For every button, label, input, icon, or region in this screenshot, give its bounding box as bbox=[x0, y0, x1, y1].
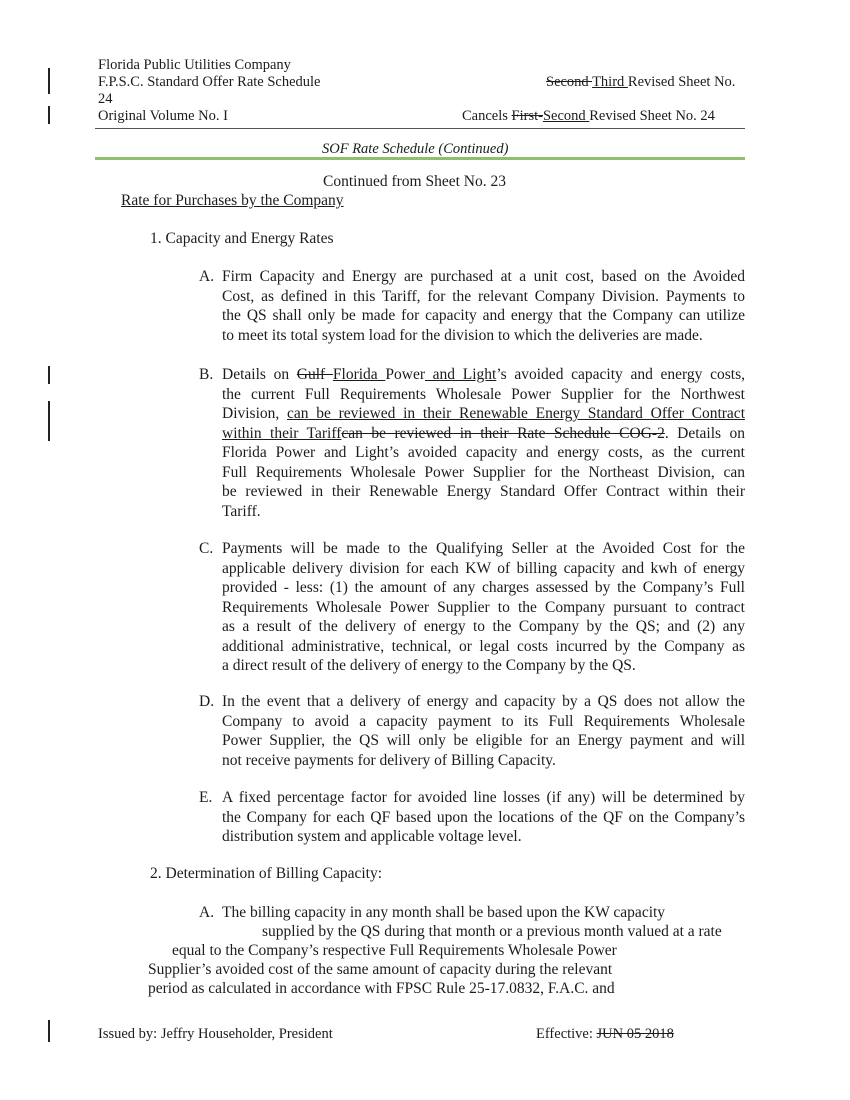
text-run: Power bbox=[385, 366, 425, 383]
inserted-text: within their Tariff bbox=[222, 424, 342, 442]
paragraph-line bbox=[222, 424, 745, 444]
header-rule bbox=[95, 128, 745, 129]
paragraph-line: not receive payments for delivery of Billing Capacity. bbox=[222, 751, 556, 769]
paragraph-line: In the event that a delivery of energy and capacity by a QS does not allow the bbox=[222, 693, 745, 710]
continued-from-label: Continued from Sheet No. 23 bbox=[323, 173, 506, 190]
paragraph-line: a direct result of the delivery of energy to the Company by the QS. bbox=[222, 657, 636, 674]
paragraph-line: additional administrative, technical, or legal costs incurred by the Company as bbox=[222, 637, 745, 655]
paragraph-line: as a result of the delivery of energy to the Company by the QS; and (2) any bbox=[222, 618, 745, 635]
item-label: A. bbox=[199, 268, 215, 285]
text-run: Division, bbox=[222, 405, 287, 422]
deleted-text: First- bbox=[511, 108, 543, 124]
deleted-text: Gulf bbox=[296, 366, 333, 383]
issued-by: Issued by: Jeffry Householder, President bbox=[98, 1026, 333, 1042]
change-bar bbox=[48, 401, 50, 441]
change-bar bbox=[48, 366, 50, 384]
inserted-text: Second bbox=[542, 108, 590, 124]
cancels-sheet-label bbox=[462, 107, 715, 125]
paragraph-b bbox=[222, 365, 745, 521]
paragraph-line: Requirements Wholesale Power Supplier to the Company pursuant to contract bbox=[222, 598, 745, 616]
paragraph-line: to meet its total system load for the division to which the deliveries are made. bbox=[222, 326, 703, 344]
paragraph-line: provided - less: (1) the amount of any charges assessed by the Company’s Full bbox=[222, 579, 745, 596]
billing-capacity-line: equal to the Company’s respective Full Requirements Wholesale Power bbox=[172, 942, 617, 959]
revised-sheet-label bbox=[546, 73, 735, 91]
item-1-heading: 1. Capacity and Energy Rates bbox=[150, 230, 334, 247]
billing-capacity-line: period as calculated in accordance with FPSC Rule 25-17.0832, F.A.C. and bbox=[148, 980, 615, 997]
volume-label: Original Volume No. I bbox=[98, 108, 228, 124]
deleted-text: can be reviewed in their Rate Schedule COG-2 bbox=[341, 424, 665, 442]
change-bar bbox=[48, 68, 50, 94]
change-bar bbox=[48, 106, 50, 124]
inserted-text: Florida bbox=[332, 366, 386, 383]
inserted-text: can be reviewed in their Renewable Energy Standard Offer Contract bbox=[287, 405, 745, 422]
cancels-text: Cancels bbox=[462, 108, 512, 124]
paragraph-e bbox=[222, 788, 745, 847]
billing-capacity-line: Supplier’s avoided cost of the same amount of capacity during the relevant bbox=[148, 961, 613, 978]
item-2-heading: 2. Determination of Billing Capacity: bbox=[150, 865, 383, 882]
paragraph-line: distribution system and applicable voltage level. bbox=[222, 828, 522, 845]
billing-capacity-line: supplied by the QS during that month or a previous month valued at a rate bbox=[262, 923, 722, 940]
item-label: E. bbox=[199, 789, 213, 806]
rate-schedule-name: F.P.S.C. Standard Offer Rate Schedule bbox=[98, 74, 321, 90]
paragraph-line: Power Supplier, the QS will only be eligible for an Energy payment and will bbox=[222, 732, 745, 749]
revised-sheet-text: Revised Sheet No. bbox=[627, 74, 736, 90]
item-label: D. bbox=[199, 693, 215, 710]
text-run: Details on bbox=[222, 366, 297, 383]
company-name: Florida Public Utilities Company bbox=[98, 57, 291, 73]
page-number: 24 bbox=[98, 91, 113, 107]
green-rule bbox=[95, 157, 745, 160]
paragraph-line: Tariff. bbox=[222, 502, 261, 520]
paragraph-line: Company to avoid a capacity payment to its Full Requirements Wholesale bbox=[222, 712, 745, 730]
paragraph-line: the current Full Requirements Wholesale Power Supplier for the Northwest bbox=[222, 385, 745, 403]
text-run: ’s avoided capacity and energy costs, bbox=[496, 366, 745, 383]
item-label: C. bbox=[199, 540, 214, 557]
paragraph-d bbox=[222, 692, 745, 770]
inserted-text: Third bbox=[592, 74, 628, 90]
paragraph-line bbox=[222, 404, 745, 424]
paragraph-line: A fixed percentage factor for avoided line losses (if any) will be determined by bbox=[222, 789, 745, 806]
inserted-text: and Light bbox=[424, 366, 497, 383]
paragraph-line: applicable delivery division for each KW of billing capacity and kwh of energy bbox=[222, 559, 745, 577]
item-label: B. bbox=[199, 366, 214, 383]
change-bar bbox=[48, 1020, 50, 1042]
paragraph-line: Florida Power and Light’s avoided capacity and energy costs, as the current bbox=[222, 444, 745, 461]
deleted-text: Second bbox=[546, 74, 593, 90]
paragraph-line: the QS shall only be made for capacity and energy that the Company can utilize bbox=[222, 307, 745, 324]
section-title: Rate for Purchases by the Company bbox=[121, 192, 344, 209]
paragraph-a bbox=[222, 267, 745, 345]
paragraph-line: be reviewed in their Renewable Energy Standard Offer Contract within their bbox=[222, 483, 745, 500]
billing-capacity-line: The billing capacity in any month shall be based upon the KW capacity bbox=[222, 904, 666, 921]
cancels-sheet-text: Revised Sheet No. 24 bbox=[589, 108, 715, 124]
effective-label: Effective: bbox=[536, 1026, 597, 1042]
paragraph-line: the Company for each QF based upon the locations of the QF on the Company’s bbox=[222, 808, 745, 826]
text-run: . Details on bbox=[664, 424, 746, 442]
paragraph-line: Payments will be made to the Qualifying Seller at the Avoided Cost for the bbox=[222, 540, 745, 557]
continued-title: SOF Rate Schedule (Continued) bbox=[322, 141, 509, 157]
paragraph-c bbox=[222, 539, 745, 676]
deleted-text: JUN 05 2018 bbox=[596, 1026, 674, 1042]
paragraph-line: Full Requirements Wholesale Power Supplier for the Northeast Division, can bbox=[222, 463, 745, 481]
paragraph-line: Firm Capacity and Energy are purchased at a unit cost, based on the Avoided bbox=[222, 268, 745, 285]
paragraph-line bbox=[222, 365, 745, 385]
item-label: A. bbox=[199, 904, 215, 921]
effective-date bbox=[536, 1025, 674, 1043]
paragraph-line: Cost, as defined in this Tariff, for the relevant Company Division. Payments to bbox=[222, 287, 745, 305]
